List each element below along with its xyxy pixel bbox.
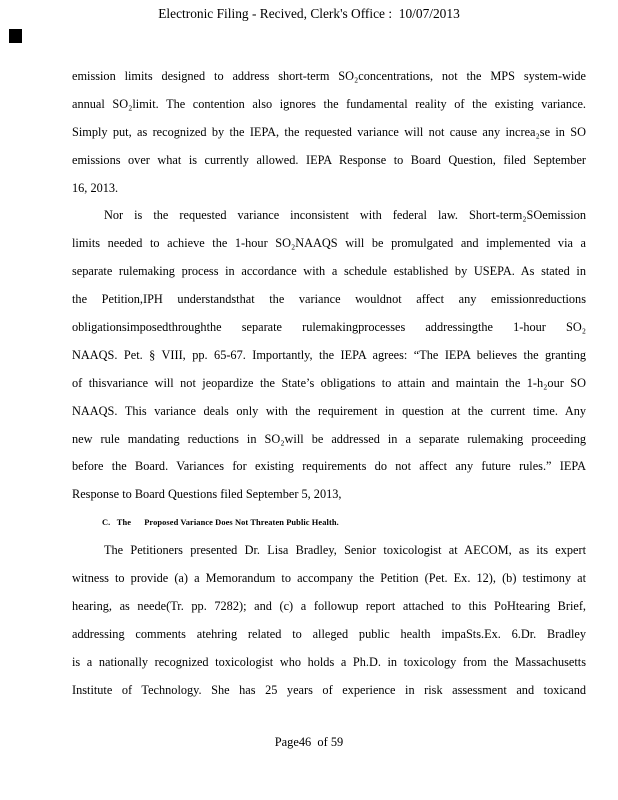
text-line: before the Board. Variances for existing requirements do not affect any future rules.” IEPA — [72, 459, 586, 474]
text-line: Response to Board Questions filed September 5, 2013, — [72, 487, 342, 502]
text-line: The Petitioners presented Dr. Lisa Bradley, Senior toxicologist at AECOM, as its expert — [104, 543, 586, 558]
section-heading: C. The Proposed Variance Does Not Threaten Public Health. — [102, 518, 339, 528]
document-body — [72, 63, 586, 704]
text-line: the Petition,IPH understandsthat the variance wouldnot affect any emissionreductions — [72, 292, 586, 307]
black-square-mark — [9, 29, 22, 43]
text-line: obligationsimposedthroughthe separate rulemakingprocesses addressingthe 1-hour SO₂ — [72, 320, 586, 335]
text-line: addressing comments atehring related to alleged public health impaSts.Ex. 6.Dr. Bradley — [72, 626, 586, 641]
text-line: emission limits designed to address short-term SO₂concentrations, not the MPS system-wide — [72, 69, 586, 83]
text-line: witness to provide (a) a Memorandum to accompany the Petition (Pet. Ex. 12), (b) testimony at — [72, 571, 586, 586]
text-line: annual SO₂limit. The contention also ignores the fundamental reality of the existing variance. — [72, 96, 586, 111]
text-line: separate rulemaking process in accordance with a schedule established by USEPA. As stated in — [72, 264, 586, 279]
text-line: of thisvariance will not jeopardize the State’s obligations to attain and maintain the 1-h₂our SO — [72, 375, 586, 390]
text-line: Simply put, as recognized by the IEPA, the requested variance will not cause any increa₂se in SO — [72, 124, 586, 139]
text-line: new rule mandating reductions in SO₂will be addressed in a separate rulemaking proceeding — [72, 431, 586, 446]
text-line: Nor is the requested variance inconsistent with federal law. Short-term₂SOemission — [104, 208, 586, 223]
text-line: NAAQS. Pet. § VIII, pp. 65-67. Importantly, the IEPA agrees: “The IEPA believes the granting — [72, 347, 586, 362]
text-line: 16, 2013. — [72, 180, 119, 195]
filing-header: Electronic Filing - Recived, Clerk's Office : 10/07/2013 — [158, 6, 460, 21]
text-line: emissions over what is currently allowed. IEPA Response to Board Question, filed September — [72, 152, 586, 167]
text-line: limits needed to achieve the 1-hour SO₂NAAQS will be promulgated and implemented via a — [72, 236, 586, 251]
text-line: Institute of Technology. She has 25 years of experience in risk assessment and toxicand — [72, 682, 586, 697]
text-line: NAAQS. This variance deals only with the requirement in question at the current time. Any — [72, 403, 586, 418]
page-number: Page46 of 59 — [274, 735, 344, 749]
text-line: is a nationally recognized toxicologist who holds a Ph.D. in toxicology from the Massachusetts — [72, 654, 586, 669]
text-line: hearing, as neede(Tr. pp. 7282); and (c) a followup report attached to this PoHtearing Brief, — [72, 598, 586, 613]
